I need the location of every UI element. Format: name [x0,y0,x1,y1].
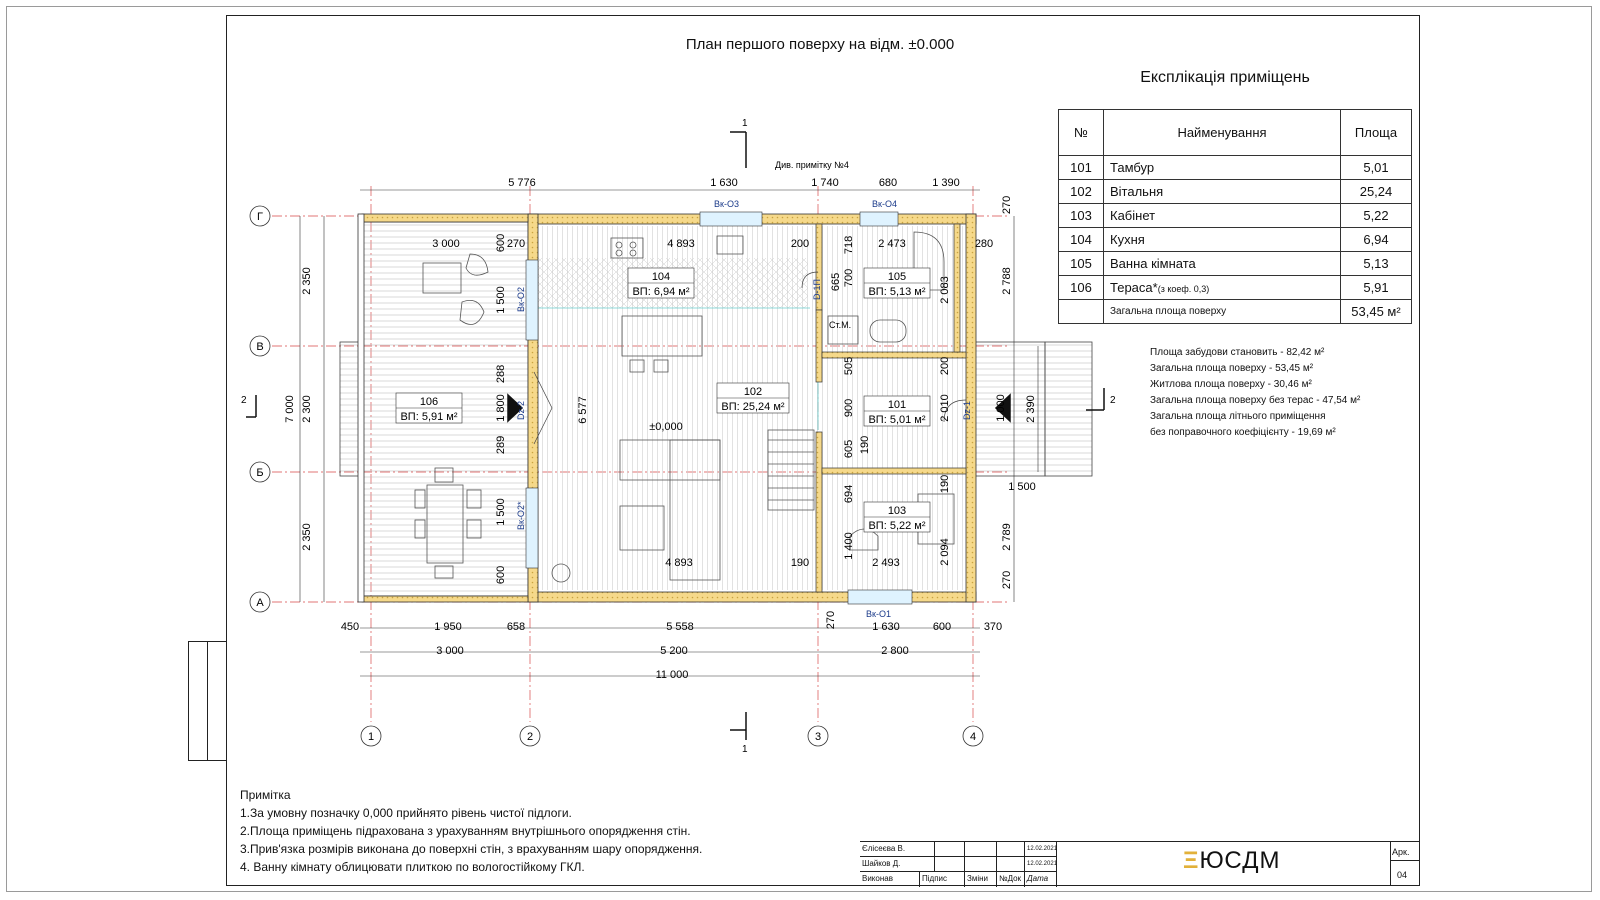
room-105-area: ВП: 5,13 м² [868,286,926,298]
axis-label-v: В [256,341,264,353]
room-103-num: 103 [887,505,907,517]
room-101-area: ВП: 5,01 м² [868,414,926,426]
dim-text: 694 [843,484,855,504]
label-date: Дата [1025,872,1057,887]
dim-text: 2 800 [881,645,909,657]
axis-label-3: 3 [814,731,822,743]
mark-door-d1p: D-1П [812,279,822,300]
dim-text: 6 577 [577,396,589,424]
axis-label-g: Г [257,211,263,223]
plan-title: План першого поверху на відм. ±0.000 [685,36,955,53]
dim-text: 5 776 [508,177,536,189]
dim-text: 270 [1001,195,1013,215]
sheet-number: 04 [1397,870,1408,880]
dim-text: 2 493 [872,557,900,569]
room-num: 106 [1059,276,1104,300]
dim-text: 4 893 [667,238,695,250]
author-name: Єлісеєва В. [860,842,935,857]
dim-text: 600 [495,565,507,585]
left-dimensions [284,267,313,551]
dim-text: 2 390 [1025,395,1037,423]
section-1-top: 1 [742,118,748,129]
summary-line: без поправочного коефіцієнту - 19,69 м² [1150,427,1336,438]
header-name: Найменування [1104,110,1341,156]
right-steps [1045,342,1092,476]
note-line: 4. Ванну кімнату облицювати плиткою по вологостійкому ГКЛ. [240,860,585,874]
room-106-num: 106 [419,396,439,408]
dim-text: 680 [878,177,898,189]
elevation-mark: ±0,000 [649,421,683,433]
header-area: Площа [1341,110,1412,156]
dim-text: 270 [1001,570,1013,590]
dim-text: 190 [790,557,810,569]
section-1-bottom: 1 [742,744,748,755]
dim-text: 3 000 [432,238,460,250]
room-106-area: ВП: 5,91 м² [400,411,458,423]
label-signature: Підпис [920,872,965,887]
dim-text: 1 500 [495,498,507,526]
room-area: 5,91 [1341,276,1412,300]
dim-text: 2 788 [1001,267,1013,295]
dim-text: 1 630 [872,621,900,633]
axis-label-2: 2 [526,731,534,743]
see-note-label: Див. примітку №4 [775,160,849,170]
dim-text: 270 [506,238,526,250]
dim-text: 700 [843,268,855,288]
dim-text: 200 [939,356,951,376]
dim-text: 1 390 [932,177,960,189]
summary-line: Площа забудови становить - 82,42 м² [1150,347,1325,358]
room-area: 25,24 [1341,180,1412,204]
dim-text: 2 789 [1001,523,1013,551]
logo-mark-icon: Ξ [1183,847,1200,874]
dim-text: 505 [843,356,855,376]
dim-text: 2 010 [939,394,951,422]
dim-text: 2 094 [939,538,951,566]
room-104-num: 104 [651,271,671,283]
room-name: Вітальня [1104,180,1341,204]
mark-window-o1: Вк-О1 [866,609,891,619]
room-name: Тамбур [1104,156,1341,180]
mark-window-o2-star: Вк-О2* [516,501,526,530]
room-name-text: Тераса* [1110,280,1158,295]
axis-label-4: 4 [969,731,977,743]
dim-text: 5 558 [666,621,694,633]
date-2: 12.02.2021 [1025,857,1057,872]
notes-heading: Примітка [240,788,291,802]
wc-label: Ст.М. [829,320,852,330]
room-num: 102 [1059,180,1104,204]
summary-line: Загальна площа поверху без терас - 47,54 м² [1150,395,1361,406]
dim-text: 289 [495,435,507,455]
summary-line: Загальна площа поверху - 53,45 м² [1150,363,1314,374]
dim-text: 1 400 [843,532,855,560]
dim-text: 600 [495,233,507,253]
room-area: 5,22 [1341,204,1412,228]
total-value: 53,45 м² [1341,300,1412,324]
room-area: 6,94 [1341,228,1412,252]
dim-text: 1 740 [811,177,839,189]
room-102-num: 102 [743,386,763,398]
note-line: 2.Площа приміщень підрахована з урахуванням внутрішнього опорядження стін. [240,824,691,838]
mark-window-o4: Вк-О4 [872,199,897,209]
dim-total: 7 000 [284,395,296,423]
room-name: Кухня [1104,228,1341,252]
summary-line: Загальна площа літнього приміщення [1150,411,1326,422]
dim-text: 270 [825,610,837,630]
room-area: 5,13 [1341,252,1412,276]
room-num: 105 [1059,252,1104,276]
dim-text: 2 473 [878,238,906,250]
room-101-num: 101 [887,399,907,411]
dim-text: 4 893 [665,557,693,569]
label-doc: №Док [997,872,1025,887]
dim-text: 190 [939,474,951,494]
note-line: 3.Прив'язка розмірів виконана до поверхні стін, з врахуванням шару опорядження. [240,842,703,856]
mark-window-o3: Вк-О3 [714,199,739,209]
room-num: 104 [1059,228,1104,252]
dim-text: 658 [506,621,526,633]
summary-line: Житлова площа поверху - 30,46 м² [1150,379,1312,390]
axis-label-1: 1 [367,731,375,743]
axis-label-b: Б [256,467,264,479]
total-label: Загальна площа поверху [1104,300,1341,324]
dim-text: 190 [859,435,871,455]
sheet-label: Арк. [1392,847,1410,857]
dim-text: 450 [340,621,360,633]
dim-total: 11 000 [655,669,689,681]
dim-text: 200 [790,238,810,250]
dim-text: 2 300 [301,395,313,423]
dim-text: 1 630 [710,177,738,189]
explication-title: Експлікація приміщень [1140,69,1310,86]
dim-text: 5 200 [660,645,688,657]
room-num: 101 [1059,156,1104,180]
dim-text: 3 000 [436,645,464,657]
label-changes: Зміни [965,872,997,887]
section-2-left: 2 [241,395,247,406]
room-num: 103 [1059,204,1104,228]
checker-name: Шайков Д. [860,857,935,872]
room-105-num: 105 [887,271,907,283]
note-line: 1.За умовну позначку 0,000 прийнято рівень чистої підлоги. [240,806,572,820]
dim-text: 1 800 [495,394,507,422]
mark-window-o2: Вк-О2 [516,287,526,312]
dim-text: 605 [843,439,855,459]
dim-text: 1 000 [995,394,1007,422]
mark-door-dz2: Dz-2 [516,400,526,420]
dim-text: 2 350 [301,523,313,551]
header-num: № [1059,110,1104,156]
room-103-area: ВП: 5,22 м² [868,520,926,532]
dim-text: 1 950 [434,621,462,633]
room-102-area: ВП: 25,24 м² [721,401,785,413]
dim-text: 1 500 [1008,481,1036,493]
room-area: 5,01 [1341,156,1412,180]
date-1: 12.02.2021 [1025,842,1057,857]
dim-text: 2 083 [939,276,951,304]
dim-text: 665 [830,272,842,292]
dim-text: 600 [932,621,952,633]
dim-text: 2 350 [301,267,313,295]
dim-text: 718 [843,235,855,255]
dim-text: 280 [974,238,994,250]
section-2-right: 2 [1110,395,1116,406]
bottom-dimensions [341,611,1002,681]
axis-label-a: А [256,597,264,609]
room-name: Ванна кімната [1104,252,1341,276]
room-name: Кабінет [1104,204,1341,228]
dim-text: 900 [843,398,855,418]
dim-text: 370 [983,621,1003,633]
label-executed: Виконав [860,872,920,887]
mark-door-dz1: Dz-1 [962,400,972,420]
room-104-area: ВП: 6,94 м² [632,286,690,298]
top-dimensions [508,177,960,189]
dim-text: 1 500 [495,286,507,314]
dim-text: 288 [495,364,507,384]
logo-text: ЮСДМ [1199,847,1281,874]
room-name-suffix: (з коеф. 0,3) [1157,284,1210,294]
